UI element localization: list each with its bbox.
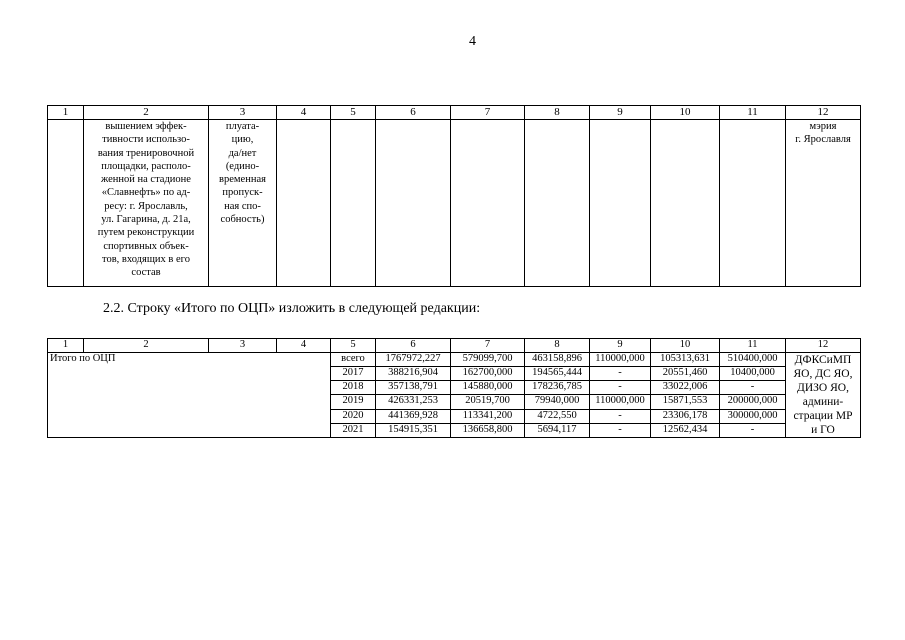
page-number: 4: [469, 34, 476, 49]
table-total: [47, 338, 861, 438]
table2-header-cell: 4: [277, 339, 331, 353]
paragraph-2-2: 2.2. Строку «Итого по ОЦП» изложить в следующей редакции:: [103, 301, 481, 316]
table2-period: 2018: [331, 381, 376, 395]
table2-value: 33022,006: [651, 381, 720, 395]
table2-period: 2020: [331, 409, 376, 423]
table1-row: [48, 120, 861, 287]
table2-value: -: [720, 423, 786, 437]
table1-cell: [590, 120, 651, 287]
table2-header-cell: 3: [209, 339, 277, 353]
table2-header-cell: 7: [451, 339, 525, 353]
table1-header-cell: 11: [720, 106, 786, 120]
table2-value: 510400,000: [720, 353, 786, 367]
table2-value: 178236,785: [525, 381, 590, 395]
table1-cell: [651, 120, 720, 287]
table1-indicator-unit: плуата- цию, да/нет (едино- временная пропуск- ная спо- собность): [209, 120, 277, 287]
table2-value: 194565,444: [525, 367, 590, 381]
table2-value: 79940,000: [525, 395, 590, 409]
table-continuation: [47, 105, 861, 287]
table1-header-cell: 9: [590, 106, 651, 120]
table2-value: 200000,000: [720, 395, 786, 409]
table2-value: -: [720, 381, 786, 395]
table2-value: 579099,700: [451, 353, 525, 367]
table2-value: 1767972,227: [376, 353, 451, 367]
table2-header-cell: 9: [590, 339, 651, 353]
table2-total-label: Итого по ОЦП: [48, 353, 331, 438]
table1-cell: [331, 120, 376, 287]
table2-period: 2021: [331, 423, 376, 437]
table1-cell: [720, 120, 786, 287]
table2-value: 20519,700: [451, 395, 525, 409]
table1-header-cell: 4: [277, 106, 331, 120]
table2-value: 136658,800: [451, 423, 525, 437]
table2-header-row: [48, 339, 861, 353]
table1-header-cell: 3: [209, 106, 277, 120]
table2-header-cell: 10: [651, 339, 720, 353]
table1-header-cell: 7: [451, 106, 525, 120]
table1-cell: [48, 120, 84, 287]
table2-header-cell: 12: [786, 339, 861, 353]
table1-responsible: мэрия г. Ярославля: [786, 120, 861, 287]
table1-cell: [451, 120, 525, 287]
table2-value: 441369,928: [376, 409, 451, 423]
table2-value: 15871,553: [651, 395, 720, 409]
table2-header-cell: 8: [525, 339, 590, 353]
table2-value: -: [590, 381, 651, 395]
table2-value: 426331,253: [376, 395, 451, 409]
table1-cell: [277, 120, 331, 287]
table2-period: 2017: [331, 367, 376, 381]
table2-header-cell: 11: [720, 339, 786, 353]
table1-cell: [525, 120, 590, 287]
table1-header-cell: 5: [331, 106, 376, 120]
table2-value: 357138,791: [376, 381, 451, 395]
table2-value: 113341,200: [451, 409, 525, 423]
table2-responsible: ДФКСиМП ЯО, ДС ЯО, ДИЗО ЯО, админи- страции МР и ГО: [786, 353, 861, 438]
table1-measure-description: вышением эффек- тивности использо- вания тренировочной площадки, располо- женной на стадионе «Славнефть» по ад- ресу: г. Ярославль, ул. Гагарина, д. 21а, путем реконструкции спортивных объек- тов, входящих в его состав: [84, 120, 209, 287]
table2-value: 105313,631: [651, 353, 720, 367]
table1-header-row: [48, 106, 861, 120]
table2-value: -: [590, 409, 651, 423]
table2-value: 12562,434: [651, 423, 720, 437]
table2-value: 110000,000: [590, 395, 651, 409]
table1-header-cell: 6: [376, 106, 451, 120]
table1-header-cell: 8: [525, 106, 590, 120]
table2-header-cell: 1: [48, 339, 84, 353]
table1-header-cell: 1: [48, 106, 84, 120]
table1-cell: [376, 120, 451, 287]
table2-value: 463158,896: [525, 353, 590, 367]
table2-value: -: [590, 423, 651, 437]
table1-header-cell: 12: [786, 106, 861, 120]
table2-value: 154915,351: [376, 423, 451, 437]
table2-period: 2019: [331, 395, 376, 409]
table2-period: всего: [331, 353, 376, 367]
table1-header-cell: 2: [84, 106, 209, 120]
table2-value: 145880,000: [451, 381, 525, 395]
table2-value: 4722,550: [525, 409, 590, 423]
table2-value: 110000,000: [590, 353, 651, 367]
table2-value: 162700,000: [451, 367, 525, 381]
table1-header-cell: 10: [651, 106, 720, 120]
table2-value: 10400,000: [720, 367, 786, 381]
table2-header-cell: 6: [376, 339, 451, 353]
table2-value: 23306,178: [651, 409, 720, 423]
table2-value: 5694,117: [525, 423, 590, 437]
table2-value: -: [590, 367, 651, 381]
table2-value: 388216,904: [376, 367, 451, 381]
table2-header-cell: 5: [331, 339, 376, 353]
table2-value: 300000,000: [720, 409, 786, 423]
table2-value: 20551,460: [651, 367, 720, 381]
table2-row: [48, 353, 861, 367]
table2-header-cell: 2: [84, 339, 209, 353]
